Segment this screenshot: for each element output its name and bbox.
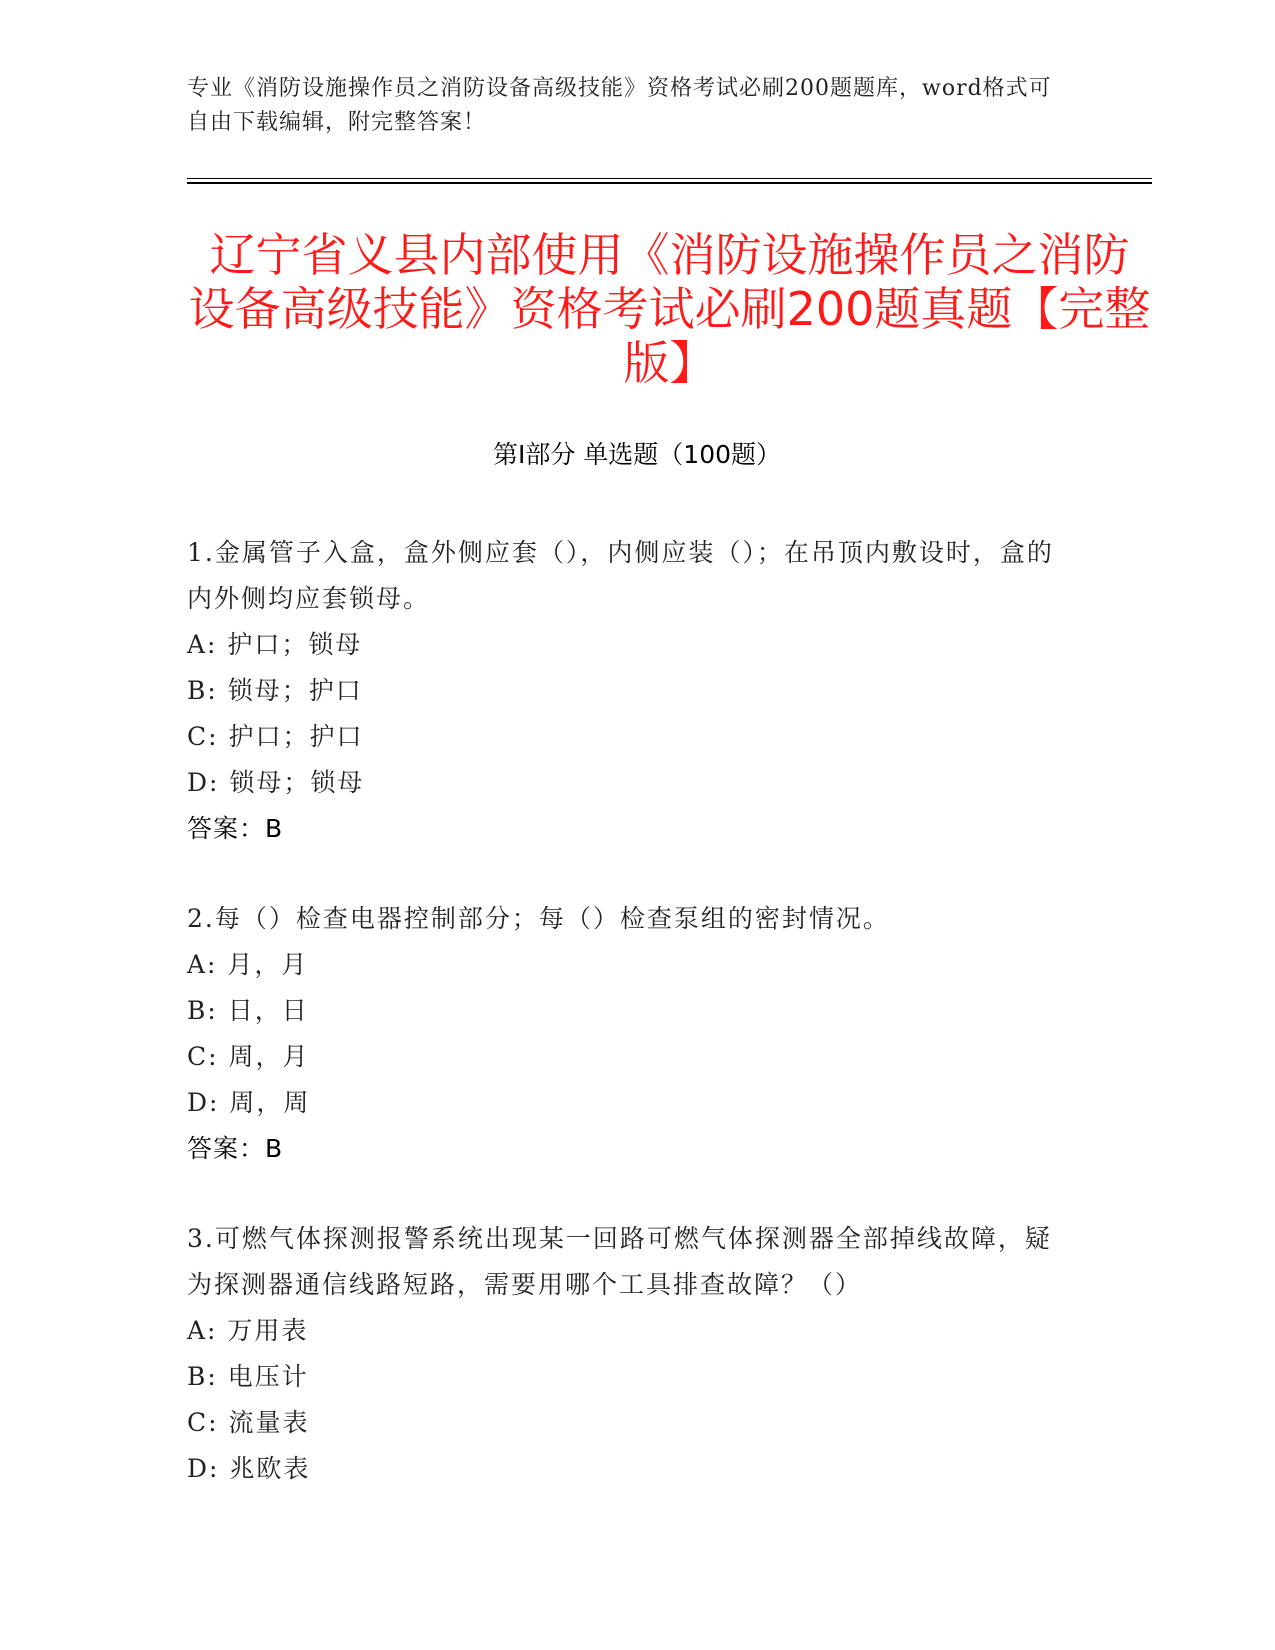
question-1 [187,530,1067,852]
option-d: D: 周，周 [187,1088,311,1117]
question-3 [187,1216,1067,1492]
answer-line: 答案：B [187,1134,284,1163]
option-c: C: 护口；护口 [187,722,364,751]
option-a: A: 护口；锁母 [187,630,363,659]
question-stem: 3.可燃气体探测报警系统出现某一回路可燃气体探测器全部掉线故障，疑为探测器通信线路短路，需要用哪个工具排查故障？（） [187,1224,1052,1299]
option-d: D: 兆欧表 [187,1454,311,1483]
question-stem: 2.每（）检查电器控制部分；每（）检查泵组的密封情况。 [187,904,890,933]
option-b: B: 锁母；护口 [187,676,363,705]
header-rule-thick [187,182,1152,184]
option-c: C: 流量表 [187,1408,310,1437]
header-note: 专业《消防设施操作员之消防设备高级技能》资格考试必刷200题题库，word格式可自由下载编辑，附完整答案！ [187,76,1052,135]
option-a: A: 万用表 [187,1316,309,1345]
option-c: C: 周，月 [187,1042,310,1071]
option-b: B: 日，日 [187,996,309,1025]
question-list [187,530,1067,1536]
option-b: B: 电压计 [187,1362,309,1391]
answer-line: 答案：B [187,814,284,843]
option-d: D: 锁母；锁母 [187,768,365,797]
document-title: 辽宁省义县内部使用《消防设施操作员之消防设备高级技能》资格考试必刷200题真题【完整版】 [188,228,1151,390]
header-rule-thin [187,178,1152,179]
question-2 [187,896,1067,1172]
section-title: 第Ⅰ部分 单选题（100题） [492,440,782,469]
question-stem: 1.金属管子入盒，盒外侧应套（），内侧应装（）；在吊顶内敷设时，盒的内外侧均应套锁母。 [187,538,1054,613]
option-a: A: 月，月 [187,950,309,979]
